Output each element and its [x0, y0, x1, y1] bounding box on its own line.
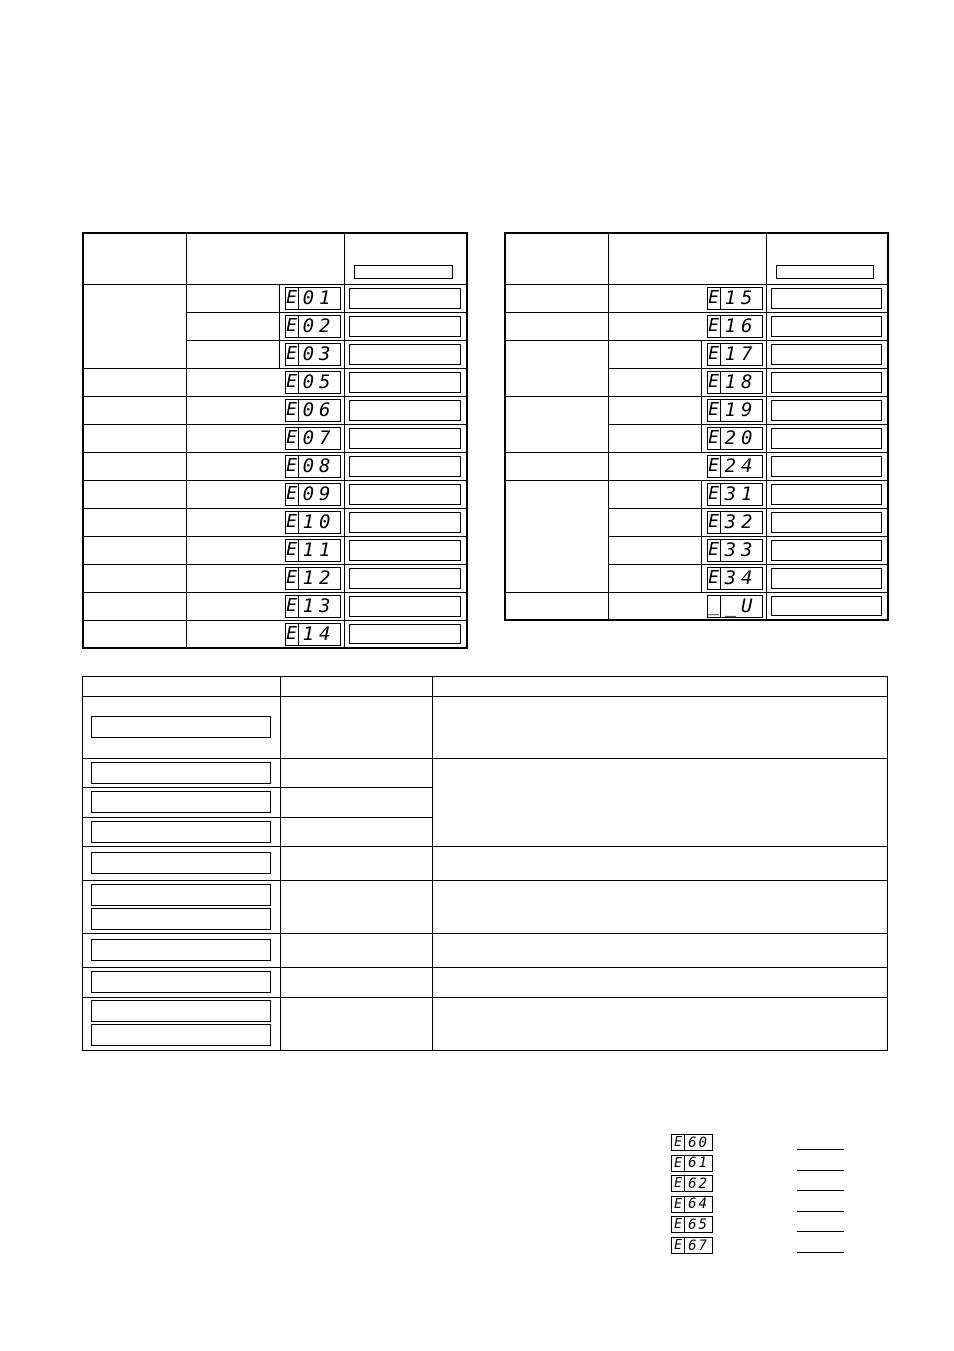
error-prefix: E: [672, 1197, 685, 1212]
error-row: [83, 536, 467, 564]
footer-underline: [797, 1231, 844, 1232]
footer-error-code: [671, 1134, 713, 1151]
error-prefix: E: [672, 1176, 685, 1191]
error-code-number: 61: [688, 1155, 709, 1172]
error-prefix: E: [286, 623, 297, 644]
error-code-display: [285, 287, 341, 310]
status-box: [771, 540, 883, 561]
error-row: [505, 396, 888, 424]
error-code-display: [285, 371, 341, 394]
error-code-display: [707, 539, 763, 562]
status-box: [349, 344, 462, 365]
error-code-number: 65: [688, 1216, 709, 1233]
error-prefix: E: [672, 1217, 685, 1232]
error-prefix: E: [286, 483, 297, 504]
error-row: [505, 284, 888, 312]
status-box: [771, 428, 883, 449]
status-box: [349, 540, 462, 561]
error-row: [505, 340, 888, 368]
error-code-display: [707, 567, 763, 590]
error-code-display: [285, 511, 341, 534]
status-box: [771, 372, 883, 393]
error-code-number: 33: [724, 538, 758, 561]
error-prefix: E: [286, 371, 297, 392]
error-code-number: 60: [688, 1134, 709, 1151]
error-code-display: [285, 595, 341, 618]
error-code-display: [707, 315, 763, 338]
lower-row-3: [83, 788, 281, 818]
error-code-number: 24: [724, 454, 758, 477]
error-row: [83, 452, 467, 480]
error-prefix: _: [708, 595, 719, 616]
error-code-display: [285, 455, 341, 478]
error-prefix: E: [672, 1156, 685, 1171]
footer-underline: [797, 1149, 844, 1150]
error-code-display: [285, 623, 341, 646]
error-code-number: 18: [724, 370, 758, 393]
error-row: [505, 452, 888, 480]
status-box: [349, 400, 462, 421]
error-code-display: [707, 371, 763, 394]
error-code-display: [285, 427, 341, 450]
error-code-number: 07: [302, 426, 336, 449]
error-code-number: 62: [688, 1175, 709, 1192]
error-code-display: [707, 595, 763, 618]
error-table-right: [504, 232, 889, 621]
error-code-display: [285, 539, 341, 562]
error-code-display: [285, 343, 341, 366]
status-box: [771, 344, 883, 365]
error-prefix: E: [708, 511, 719, 532]
error-code-display: [285, 483, 341, 506]
status-box: [349, 512, 462, 533]
status-box: [349, 596, 462, 617]
error-row: [83, 396, 467, 424]
footer-error-code: [671, 1155, 713, 1172]
error-code-number: 34: [724, 566, 758, 589]
error-prefix: E: [286, 343, 297, 364]
error-code-number: 09: [302, 482, 336, 505]
error-prefix: E: [708, 287, 719, 308]
lower-row-6: [83, 881, 281, 934]
error-prefix: E: [286, 455, 297, 476]
footer-underline: [797, 1252, 844, 1253]
header-description: [186, 233, 344, 284]
status-box: [771, 568, 883, 589]
error-prefix: E: [672, 1238, 685, 1253]
error-prefix: E: [286, 567, 297, 588]
error-code-number: 11: [302, 538, 336, 561]
error-prefix: E: [708, 567, 719, 588]
lower-row-9: [83, 998, 281, 1051]
error-code-display: [285, 315, 341, 338]
error-row: [83, 592, 467, 620]
error-code-number: 10: [302, 510, 336, 533]
error-code-number: 31: [724, 482, 758, 505]
error-code-number: 14: [302, 622, 336, 645]
lower-table: [82, 676, 888, 1051]
status-box: [771, 596, 883, 617]
footer-error-code: [671, 1237, 713, 1254]
footer-error-code: [671, 1216, 713, 1233]
lower-row-7: [83, 934, 281, 968]
header-description: [608, 233, 766, 284]
status-box: [349, 288, 462, 309]
error-row: [505, 312, 888, 340]
error-code-number: 05: [302, 370, 336, 393]
error-row: [83, 284, 467, 312]
error-code-number: 13: [302, 594, 336, 617]
lower-row-5: [83, 847, 281, 881]
error-code-number: 16: [724, 314, 758, 337]
lower-row-1: [83, 697, 281, 759]
error-prefix: E: [708, 483, 719, 504]
error-row: [83, 424, 467, 452]
error-prefix: E: [286, 511, 297, 532]
error-code-number: _U: [724, 594, 758, 617]
status-box: [349, 316, 462, 337]
error-code-display: [707, 343, 763, 366]
error-prefix: E: [708, 343, 719, 364]
footer-error-code: [671, 1175, 713, 1192]
error-row: [83, 620, 467, 648]
error-row: [505, 592, 888, 620]
error-code-number: 06: [302, 398, 336, 421]
error-code-number: 12: [302, 566, 336, 589]
status-box: [349, 372, 462, 393]
error-code-display: [707, 399, 763, 422]
error-prefix: E: [286, 539, 297, 560]
footer-underline: [797, 1190, 844, 1191]
error-code-number: 17: [724, 342, 758, 365]
error-code-number: 64: [688, 1196, 709, 1213]
error-row: [83, 480, 467, 508]
error-prefix: E: [708, 455, 719, 476]
error-code-display: [707, 287, 763, 310]
status-box: [771, 484, 883, 505]
error-row: [83, 564, 467, 592]
header-status: [344, 233, 467, 284]
error-prefix: E: [708, 315, 719, 336]
status-box: [771, 456, 883, 477]
error-code-display: [707, 511, 763, 534]
error-table-left: [82, 232, 468, 649]
error-prefix: E: [708, 399, 719, 420]
error-prefix: E: [708, 427, 719, 448]
error-code-display: [707, 455, 763, 478]
header-category: [83, 233, 186, 284]
error-row: [505, 480, 888, 508]
error-code-number: 03: [302, 342, 336, 365]
status-box: [771, 288, 883, 309]
error-code-display: [285, 399, 341, 422]
status-box: [349, 568, 462, 589]
status-box: [771, 512, 883, 533]
header-status: [766, 233, 888, 284]
status-box: [349, 484, 462, 505]
status-box: [349, 624, 462, 645]
error-code-number: 01: [302, 286, 336, 309]
footer-error-code: [671, 1196, 713, 1213]
error-code-number: 20: [724, 426, 758, 449]
error-prefix: E: [286, 315, 297, 336]
error-code-number: 08: [302, 454, 336, 477]
status-box: [349, 456, 462, 477]
status-box: [771, 316, 883, 337]
error-row: [83, 368, 467, 396]
error-prefix: E: [708, 371, 719, 392]
error-code-number: 32: [724, 510, 758, 533]
error-prefix: E: [286, 595, 297, 616]
footer-underline: [797, 1170, 844, 1171]
error-row: [83, 508, 467, 536]
error-code-display: [707, 483, 763, 506]
lower-row-4: [83, 818, 281, 847]
error-prefix: E: [286, 287, 297, 308]
status-box: [349, 428, 462, 449]
error-code-number: 19: [724, 398, 758, 421]
error-code-number: 02: [302, 314, 336, 337]
header-category: [505, 233, 608, 284]
error-code-number: 67: [688, 1237, 709, 1254]
lower-row-8: [83, 968, 281, 998]
error-code-display: [707, 427, 763, 450]
error-code-number: 15: [724, 286, 758, 309]
status-box: [771, 400, 883, 421]
error-prefix: E: [286, 427, 297, 448]
footer-underline: [797, 1211, 844, 1212]
error-prefix: E: [672, 1135, 685, 1150]
lower-row-2: [83, 759, 281, 788]
error-code-display: [285, 567, 341, 590]
error-prefix: E: [286, 399, 297, 420]
error-prefix: E: [708, 539, 719, 560]
